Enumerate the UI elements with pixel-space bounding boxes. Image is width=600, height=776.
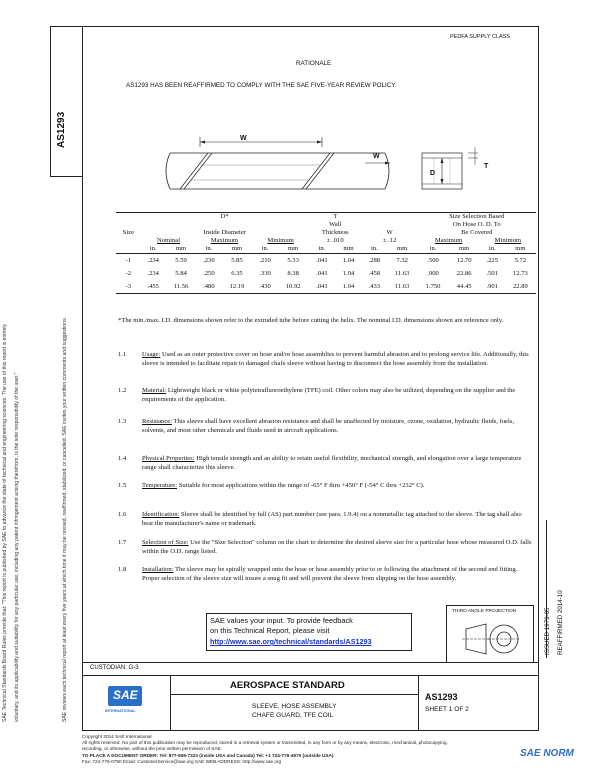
th-thickness: Thickness <box>321 229 349 236</box>
table-cell: .480 <box>203 282 215 290</box>
table-cell: 5.85 <box>231 256 243 264</box>
table-cell: 11.63 <box>394 282 410 290</box>
footer-rights: All rights reserved. No part of this publication may be reproduced, stored in a retrieval system or transmitted, in any form or by any means, electronic, mechanical, photocopying, <box>82 740 448 745</box>
table-cell: 12.70 <box>456 256 472 264</box>
table-cell: 1.04 <box>342 270 355 277</box>
table-cell: .041 <box>316 282 328 290</box>
table-cell: .225 <box>486 256 499 264</box>
section-text: The sleeve may be spirally wrapped onto the hose or hose assembly prior to or following the attachment of the second end fitting. Proper selection of the sleeve size will insure a snug fit and will prevent the sleeve from slipping on the hose assembly. <box>142 566 518 582</box>
title-block-top-rule <box>82 675 539 676</box>
table-cell: .433 <box>368 282 381 290</box>
th-sel2: On Hose O. D. To <box>452 221 501 228</box>
section-number: 1.1 <box>118 351 127 358</box>
section-1-7 <box>118 538 532 556</box>
table-cell: .430 <box>259 282 271 290</box>
section-number: 1.3 <box>118 418 127 425</box>
th-sel-max: Maximum <box>434 237 463 244</box>
table-cell: 7.32 <box>396 256 408 264</box>
table-cell: 8.38 <box>287 270 299 277</box>
sae-logo-text: SAE <box>113 688 138 702</box>
table-cell: .041 <box>316 256 328 264</box>
diagram-label-t: T <box>484 163 489 170</box>
projection-symbol-icon <box>462 621 522 657</box>
diagram-label-w-bottom: W <box>373 153 380 160</box>
section-number: 1.8 <box>118 566 127 573</box>
th-unit: mm <box>515 245 526 252</box>
left-border <box>82 26 83 731</box>
th-unit: in. <box>429 245 437 252</box>
table-cell: 44.45 <box>456 282 472 290</box>
table-cell: 11.63 <box>394 270 410 277</box>
table-cell: -2 <box>125 270 132 277</box>
th-w: W <box>386 229 393 236</box>
standard-title: AEROSPACE STANDARD <box>230 680 345 691</box>
section-title: Usage: <box>142 351 161 358</box>
diagram-label-w-top: W <box>240 135 247 142</box>
th-maximum: Maximum <box>210 237 239 244</box>
th-unit: in. <box>318 245 326 252</box>
rationale-text: AS1293 HAS BEEN REAFFIRMED TO COMPLY WITH THE SAE FIVE-YEAR REVIEW POLICY. <box>126 82 397 89</box>
sae-logo-sub: INTERNATIONAL <box>105 709 136 713</box>
th-t: T <box>333 213 338 220</box>
th-unit: mm <box>397 245 408 252</box>
th-unit: in. <box>261 245 269 252</box>
section-title: Selection of Size: <box>142 539 189 546</box>
table-cell: 12.19 <box>229 282 245 290</box>
doc-number: AS1293 <box>425 692 458 702</box>
section-number: 1.2 <box>118 387 127 394</box>
th-unit: mm <box>287 245 299 252</box>
th-unit: mm <box>459 245 470 252</box>
table-cell: 1.750 <box>425 282 441 290</box>
id-box-left <box>50 26 51 176</box>
table-cell: 5.72 <box>514 256 527 264</box>
section-title: Material: <box>142 387 167 394</box>
table-cell: 6.35 <box>231 270 243 277</box>
custodian-top-rule <box>82 662 539 663</box>
doc-id-vertical: AS1293 <box>56 111 67 148</box>
sheet-number: SHEET 1 OF 2 <box>425 706 469 713</box>
section-1-3 <box>118 417 532 435</box>
section-title: Resistance: <box>142 418 173 425</box>
feedback-link[interactable]: http://www.sae.org/technical/standards/AS1293 <box>210 637 372 646</box>
footer-copyright: Copyright 2014 SAE International <box>82 734 152 739</box>
feedback-line1: SAE values your input. To provide feedback <box>210 616 353 625</box>
table-cell: .230 <box>203 256 215 264</box>
section-title: Identification: <box>142 511 180 518</box>
table-footnote: *The min./max. I.D. dimensions shown refer to the extruded tube before cutting the helix. The nominal I.D. dimensions shown are reference only. <box>118 317 504 324</box>
table-cell: .901 <box>486 282 499 290</box>
table-cell: .330 <box>259 270 271 277</box>
left-notice-line2: voluntary, and its applicability and suitability for any particular use, including any patent infringement arising therefrom, is the sole responsibility of the user." <box>14 372 20 722</box>
th-unit: mm <box>231 245 243 252</box>
table-cell: .234 <box>147 270 159 277</box>
projection-label: THIRD ANGLE PROJECTION <box>452 609 517 614</box>
section-number: 1.7 <box>118 539 127 546</box>
footer-rights-2: recording, or otherwise, without the prior written permission of SAE. <box>82 746 222 751</box>
left-notice-line1: SAE Technical Standards Board Rules provide that: "This report is published by SAE to advance the state of technical and engineering sciences. The use of this report is entirely <box>2 323 8 722</box>
section-text: Sleeve shall be identified by full (AS) part number (see para. 1.9.4) on a nonmetallic tag attached to the sleeve. The tag shall also bear the manufacturer's name or trademark. <box>142 511 522 527</box>
th-unit: in. <box>488 245 496 252</box>
pedf-label: PEDFA SUPPLY CLASS <box>450 34 511 40</box>
th-size: Size <box>122 229 135 236</box>
id-box-top <box>50 26 82 27</box>
section-1-4 <box>118 454 532 472</box>
table-cell: .234 <box>147 256 159 264</box>
table-cell: .041 <box>316 270 328 277</box>
th-unit: in. <box>205 245 213 252</box>
table-cell: 5.84 <box>175 270 187 277</box>
section-1-6 <box>118 510 532 528</box>
table-cell: .501 <box>486 270 499 277</box>
diagram-label-d: D <box>430 170 436 177</box>
section-number: 1.6 <box>118 511 127 518</box>
left-notice-line3: SAE reviews each technical report at least every five years at which time it may be revised, reaffirmed, stabilized, or cancelled. SAE invites your written comments and suggestions. <box>62 316 68 722</box>
table-cell: .250 <box>203 270 215 277</box>
th-unit: mm <box>175 245 187 252</box>
section-number: 1.5 <box>118 482 127 489</box>
th-wall: Wall <box>329 221 342 228</box>
th-inside-diameter: Inside Diameter <box>203 229 246 236</box>
sae-norm-stamp: SAE NORM <box>520 748 574 759</box>
reaffirmed-vertical: REAFFIRMED 2014-10 <box>557 590 564 655</box>
table-cell: -3 <box>125 282 132 290</box>
table-cell: .210 <box>259 256 271 264</box>
table-cell: .458 <box>368 270 381 277</box>
th-sel1: Size Selection Based <box>449 213 505 220</box>
section-title: Physical Properties: <box>142 455 195 462</box>
doc-title-line2: CHAFE GUARD, TFE COIL <box>252 712 334 719</box>
table-cell: 22.89 <box>512 282 528 290</box>
table-cell: 10.92 <box>285 282 301 290</box>
id-box-bottom <box>50 176 82 177</box>
feedback-line2: on this Technical Report, please visit <box>210 626 330 635</box>
dimension-table <box>116 212 536 294</box>
th-nominal: Nominal <box>156 237 181 244</box>
th-unit: in. <box>149 245 157 252</box>
custodian-label: CUSTODIAN: G-3 <box>90 665 139 671</box>
section-text: High tensile strength and an ability to retain useful flexibility, mechanical strength, and elongation over a large temperature range shall characterize this sleeve. <box>142 455 522 471</box>
table-cell: 11.56 <box>173 282 189 290</box>
issued-vertical: ISSUED 1979-05 <box>544 607 551 655</box>
section-text: Use the "Size Selection" column on the chart to determine the desired sleeve size for a particular hose whose measured O.D. falls within the O.D. range listed. <box>142 539 532 555</box>
section-number: 1.4 <box>118 455 127 462</box>
section-text: This sleeve shall have excellent abrasion resistance and shall be unaffected by moisture, ozone, oxidation, hydraulic fluids, fuels, solvents, and most other chemicals and fluids used in aircraft applications. <box>142 418 515 434</box>
section-1-2 <box>118 386 532 404</box>
th-minimum: Minimum <box>267 237 294 244</box>
title-block-inner-rule <box>170 694 418 695</box>
section-text: Lightweight black or white polytetrafluoroethylene (TFE) coil. Other colors may also be utilized, depending on the supplier and the requirements of the application. <box>142 387 516 403</box>
table-cell: 5.59 <box>175 256 187 264</box>
section-1-1 <box>118 350 532 368</box>
section-text: Suitable for most applications within the range of -65° F thru +450° F (-54° C thru +232° C). <box>177 482 425 489</box>
section-title: Installation: <box>142 566 174 573</box>
table-cell: .500 <box>427 256 439 264</box>
table-cell: 1.04 <box>342 256 355 264</box>
th-sel3: Be Covered <box>461 229 493 236</box>
th-sel-min: Minimum <box>494 237 522 244</box>
table-cell: .288 <box>368 256 381 264</box>
title-block-divider-2 <box>418 675 419 731</box>
footer-order: TO PLACE A DOCUMENT ORDER: Tel: 877-606-7323 (inside USA and Canada) Tel: +1 724-776-4970 (outside USA) <box>82 753 334 758</box>
th-d-star: D* <box>220 213 229 220</box>
section-title: Temperature: <box>142 482 178 489</box>
doc-title-line1: SLEEVE, HOSE ASSEMBLY <box>252 703 337 710</box>
rationale-title: RATIONALE <box>296 60 332 67</box>
table-cell: .900 <box>427 270 439 277</box>
footer-contact: Fax: 724-776-0790 Email: CustomerService@sae.org SAE WEB ADDRESS: http://www.sae.org <box>82 759 282 764</box>
section-1-5 <box>118 481 532 490</box>
table-cell: 22.86 <box>456 270 472 277</box>
section-text: Used as an outer protective cover on hose and/or hose assemblies to prevent harmful abrasion and to prolong service life. Additionally, this sleeve is intended to facilitate repair to damaged chafe sleeve without having to disconnect the hose assembly from the installation. <box>142 351 529 367</box>
sleeve-diagram <box>150 125 520 205</box>
th-w-tol: ± .12 <box>382 237 397 244</box>
table-cell: .455 <box>147 282 159 290</box>
th-t-tol: ± .010 <box>326 237 344 244</box>
section-1-8 <box>118 565 532 583</box>
table-cell: 12.73 <box>512 270 528 277</box>
table-cell: 1.04 <box>342 282 355 290</box>
table-cell: -1 <box>125 256 132 264</box>
title-block-divider-1 <box>170 675 171 731</box>
th-unit: mm <box>343 245 354 252</box>
th-unit: in. <box>370 245 378 252</box>
table-cell: 5.33 <box>287 256 299 264</box>
